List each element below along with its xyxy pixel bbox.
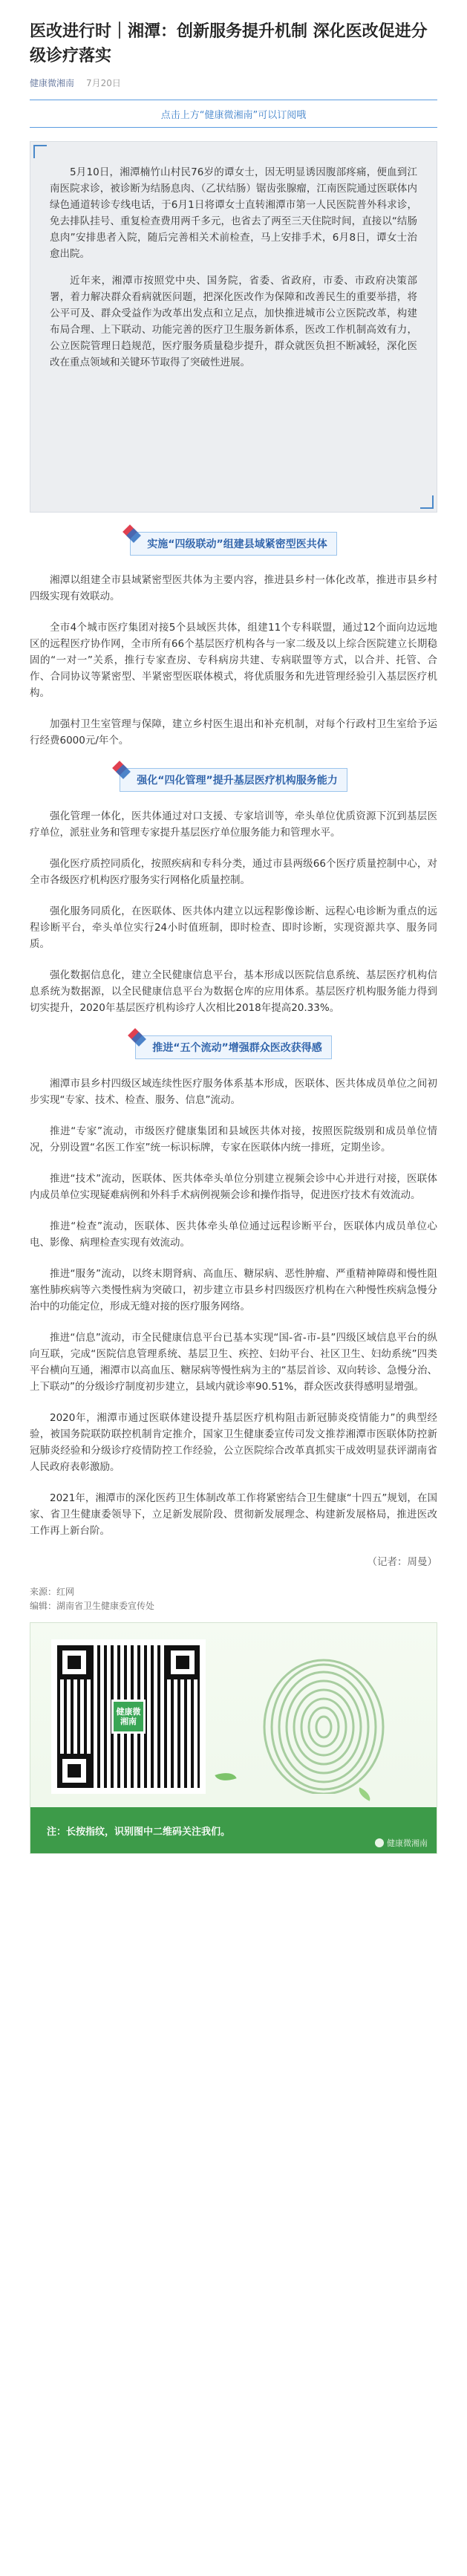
body-paragraph: 推进“检查”流动，医联体、医共体牵头单位通过远程诊断平台，医联体内成员单位心电、影像、病理检查实现有效流动。 [30,1220,437,1249]
section-heading-label: 实施“四级联动”组建县域紧密型医共体 [147,539,327,550]
body-paragraph: 湘潭以组建全市县域紧密型医共体为主要内容，推进县乡村一体化改革，推进市县乡村四级实现有效联动。 [30,574,437,602]
body-paragraph: 2021年，湘潭市的深化医药卫生体制改革工作将紧密结合卫生健康“十四五”规划，在国家、省卫生健康委领导下，立足新发展阶段、贯彻新发展理念、构建新发展格局，推进医改工作再上新台阶。 [30,1492,437,1537]
publish-date: 7月20日 [86,78,121,88]
section-heading-box [135,1035,331,1059]
wechat-icon [375,1838,384,1847]
qr-logo: 健康微湘南 [111,1700,146,1734]
qr-instruction-text: 注：长按指纹，识别图中二维码关注我们。 [47,1826,231,1838]
body-paragraph: 湘潭市县乡村四级区域连续性医疗服务体系基本形成，医联体、医共体成员单位之间初步实现“专家、技术、检查、服务、信息”流动。 [30,1078,437,1106]
body-paragraph: 加强村卫生室管理与保障，建立乡村医生退出和补充机制，对每个行政村卫生室给予运行经费6000元/年个。 [30,718,437,747]
section-heading-box [120,768,347,792]
qr-finder [166,1645,200,1679]
intro-paragraph: 5月10日，湘潭楠竹山村民76岁的谭女士，因无明显诱因腹部疼痛，便血到江南医院求诊，被诊断为结肠息肉、（乙状结肠）锯齿张腺瘤，江南医院通过医联体内绿色通道转诊专线电话，于6月1日将谭女士直转湘潭市第一人民医院普外科求诊，免去排队挂号、重复检查费用两千多元，也省去了两至三天住院时间，直接以“结肠息肉”安排患者入院，随后完善相关术前检查，马上安排手术，6月8日，谭女士治愈出院。 [50,166,417,260]
qr-finder [57,1754,91,1788]
body-paragraph: 强化医疗质控同质化，按照疾病和专科分类，通过市县两级66个医疗质量控制中心，对全市各级医疗机构医疗服务实行网格化质量控制。 [30,858,437,886]
qr-finder [57,1645,91,1679]
account-name-link[interactable]: 健康微湘南 [30,78,75,88]
section-heading-2 [30,768,437,792]
follow-tip-banner[interactable]: 点击上方“健康微湘南”可以订阅哦 [30,100,437,128]
article-body [30,532,437,1570]
body-paragraph: 强化数据信息化，建立全民健康信息平台，基本形成以医院信息系统、基层医疗机构信息系统为数据源，以全民健康信息平台为数据仓库的应用体系。基层医疗机构服务能力得到切实提升，2020年基层医疗机构诊疗人次相比2018年提高20.33%。 [30,969,437,1014]
corner-decoration [33,145,47,158]
intro-paragraph: 近年来，湘潭市按照党中央、国务院，省委、省政府，市委、市政府决策部署，着力解决群众看病就医问题，把深化医改作为保障和改善民生的重要举措，将公平可及、群众受益作为改革出发点和立足点，加快推进城市公立医院改革，构建布局合理、上下联动、功能完善的医疗卫生服务新体系，医改工作机制高效有力，公立医院管理日趋规范，医疗服务质量稳步提升，群众就医负担不断减轻，深化医改在重点领域和关键环节取得了突破性进展。 [50,275,417,368]
body-paragraph: 推进“技术”流动，医联体、医共体牵头单位分别建立视频会诊中心并进行对接，医联体内成员单位实现疑难病例和外科手术病例视频会诊和操作指导，促进医疗技术有效流动。 [30,1173,437,1201]
leaf-decoration [215,1769,236,1785]
article-meta [30,77,437,89]
body-paragraph: 推进“专家”流动，市级医疗健康集团和县域医共体对接，按照医院级别和成员单位情况，分别设置“名医工作室”统一标识标牌，专家在医联体内统一排班，定期坐诊。 [30,1125,437,1154]
section-heading-1 [30,532,437,556]
author-credit: （记者：周曼） [367,1556,437,1568]
body-paragraph: 2020年，湘潭市通过医联体建设提升基层医疗机构阻击新冠肺炎疫情能力”的典型经验，被国务院联防联控机制肯定推介，国家卫生健康委宣传司发文推荐湘潭市医联体防控新冠肺炎经验和分级诊疗疫情防控工作经验，公立医院综合改革真抓实干成效明显获评湖南省人民政府表彰激励。 [30,1412,437,1473]
fingerprint-icon[interactable] [253,1653,394,1794]
section-heading-label: 强化“四化管理”提升基层医疗机构服务能力 [137,775,338,787]
body-paragraph: 强化服务同质化，在医联体、医共体内建立以远程影像诊断、远程心电诊断为重点的远程诊断平台，牵头单位实行24小时值班制，即时检查、即时诊断，实现资源共享、服务同质。 [30,905,437,950]
corner-decoration [420,495,434,509]
source-text: 来源：红网 [30,1587,75,1597]
watermark [375,1837,428,1849]
section-heading-label: 推进“五个流动”增强群众医改获得感 [152,1042,322,1054]
qr-follow-card [30,1622,437,1854]
section-heading-3 [30,1035,437,1059]
watermark-text: 健康微湘南 [387,1838,428,1848]
editor-text: 编辑：湖南省卫生健康委宣传处 [30,1601,155,1611]
body-paragraph: 推进“服务”流动，以终末期肾病、高血压、糖尿病、恶性肿瘤、严重精神障碍和慢性阻塞性肺疾病等六类慢性病为突破口，初步建立市县乡村四级医疗机构在六种慢性疾病急慢分治中的功能定位，形成无缝对接的医疗服务网络。 [30,1268,437,1313]
article-footer [30,1585,437,1613]
article-title: 医改进行时｜湘潭：创新服务提升机制 深化医改促进分级诊疗落实 [30,22,428,65]
body-paragraph: 全市4个城市医疗集团对接5个县域医共体，组建11个专科联盟，通过12个面向边远地区的远程医疗协作网，全市所有66个基层医疗机构各与一家二级及以上综合医院建立长期稳固的“一对一”关系，推行专家查房、专科病房共建、专病联盟等方式，以合并、托管、合作、合同协议等紧密型、半紧密型医联体模式，将优质服务和先进管理经验引入基层医疗机构。 [30,622,437,699]
qr-code[interactable] [51,1639,206,1794]
body-paragraph: 强化管理一体化，医共体通过对口支援、专家培训等，牵头单位优质资源下沉到基层医疗单位，派驻业务和管理专家提升基层医疗单位服务能力和管理水平。 [30,810,437,839]
body-paragraph: 推进“信息”流动，市全民健康信息平台已基本实现“国-省-市-县”四级区域信息平台的纵向互联，完成“医院信息管理系统、基层卫生、疾控、妇幼平台、社区卫生、妇幼系统”四类平台横向互通，湘潭市以高血压、糖尿病等慢性病为主的“基层首诊、双向转诊、急慢分治、上下联动”的分级诊疗制度初步建立，县域内就诊率90.51%，群众医改获得感明显增强。 [30,1332,437,1393]
qr-pattern [57,1645,200,1788]
intro-box [30,141,437,513]
section-heading-box [130,532,336,556]
